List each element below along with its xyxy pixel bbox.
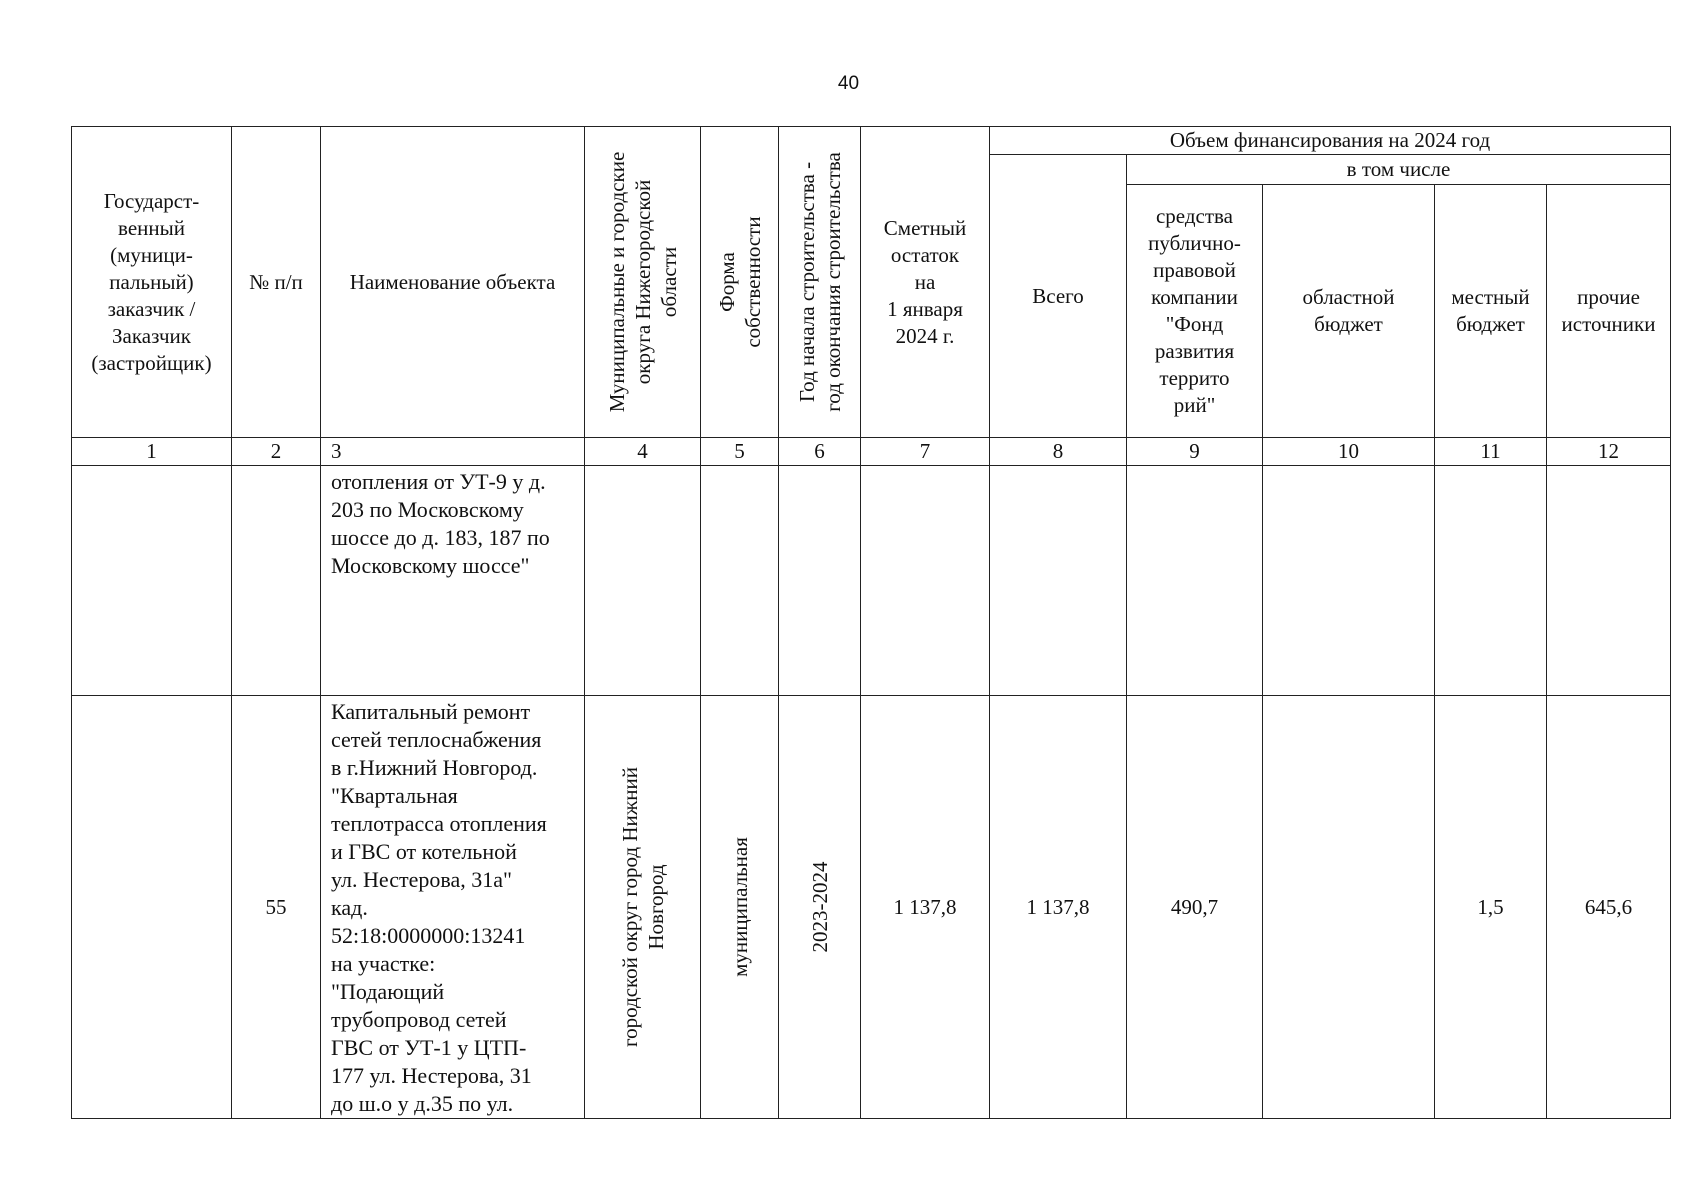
header-fund: средства публично- правовой компании "Фонд развития террито рий" (1127, 185, 1263, 438)
column-numbers-row (72, 438, 1671, 466)
column-number: 12 (1547, 438, 1671, 466)
column-number: 10 (1263, 438, 1435, 466)
cell-regional (1263, 696, 1435, 1119)
column-number: 9 (1127, 438, 1263, 466)
cell-total (990, 466, 1127, 696)
cell-district (585, 466, 701, 696)
column-number: 11 (1435, 438, 1547, 466)
financing-table (71, 126, 1671, 1119)
column-number: 1 (72, 438, 232, 466)
cell-fund: 490,7 (1127, 696, 1263, 1119)
header-row-number: № п/п (232, 127, 321, 438)
cell-number (232, 466, 321, 696)
page-number: 40 (837, 73, 860, 94)
cell-district: городской округ город Нижний Новгород (585, 696, 701, 1119)
header-total: Всего (990, 155, 1127, 438)
header-estimate-balance: Сметный остаток на 1 января 2024 г. (861, 127, 990, 438)
cell-object-name: Капитальный ремонт сетей теплоснабжения в г.Нижний Новгород. "Квартальная теплотрасса отопления и ГВС от котельной ул. Нестерова, 31а" кад. 52:18:0000000:13241 на участке: "Подающий трубопровод сетей ГВС от УТ-1 у ЦТП- 177 ул. Нестерова, 31 до ш.о у д.35 по ул. (321, 696, 585, 1119)
cell-regional (1263, 466, 1435, 696)
cell-fund (1127, 466, 1263, 696)
header-including: в том числе (1127, 155, 1671, 185)
table-row (72, 466, 1671, 696)
column-number: 4 (585, 438, 701, 466)
column-number: 6 (779, 438, 861, 466)
cell-ownership: муниципальная (701, 696, 779, 1119)
cell-local: 1,5 (1435, 696, 1547, 1119)
cell-ownership (701, 466, 779, 696)
column-number: 8 (990, 438, 1127, 466)
column-number: 3 (321, 438, 585, 466)
header-financing: Объем финансирования на 2024 год (990, 127, 1671, 155)
cell-other: 645,6 (1547, 696, 1671, 1119)
header-districts: Муниципальные и городские округа Нижегородской области (585, 127, 701, 438)
cell-other (1547, 466, 1671, 696)
cell-estimate: 1 137,8 (861, 696, 990, 1119)
header-other-sources: прочие источники (1547, 185, 1671, 438)
cell-object-name: отопления от УТ-9 у д. 203 по Московскому шоссе до д. 183, 187 по Московскому шоссе" (321, 466, 585, 696)
header-local-budget: местный бюджет (1435, 185, 1547, 438)
column-number: 5 (701, 438, 779, 466)
cell-years: 2023-2024 (779, 696, 861, 1119)
cell-customer (72, 466, 232, 696)
column-number: 7 (861, 438, 990, 466)
cell-estimate (861, 466, 990, 696)
header-ownership: Форма собственности (701, 127, 779, 438)
cell-total: 1 137,8 (990, 696, 1127, 1119)
header-construction-years: Год начала строительства - год окончания строительства (779, 127, 861, 438)
column-number: 2 (232, 438, 321, 466)
table-row (72, 696, 1671, 1119)
header-regional-budget: областной бюджет (1263, 185, 1435, 438)
cell-customer (72, 696, 232, 1119)
cell-number: 55 (232, 696, 321, 1119)
header-customer: Государст- венный (муници- пальный) заказчик / Заказчик (застройщик) (72, 127, 232, 438)
cell-years (779, 466, 861, 696)
cell-local (1435, 466, 1547, 696)
header-object-name: Наименование объекта (321, 127, 585, 438)
